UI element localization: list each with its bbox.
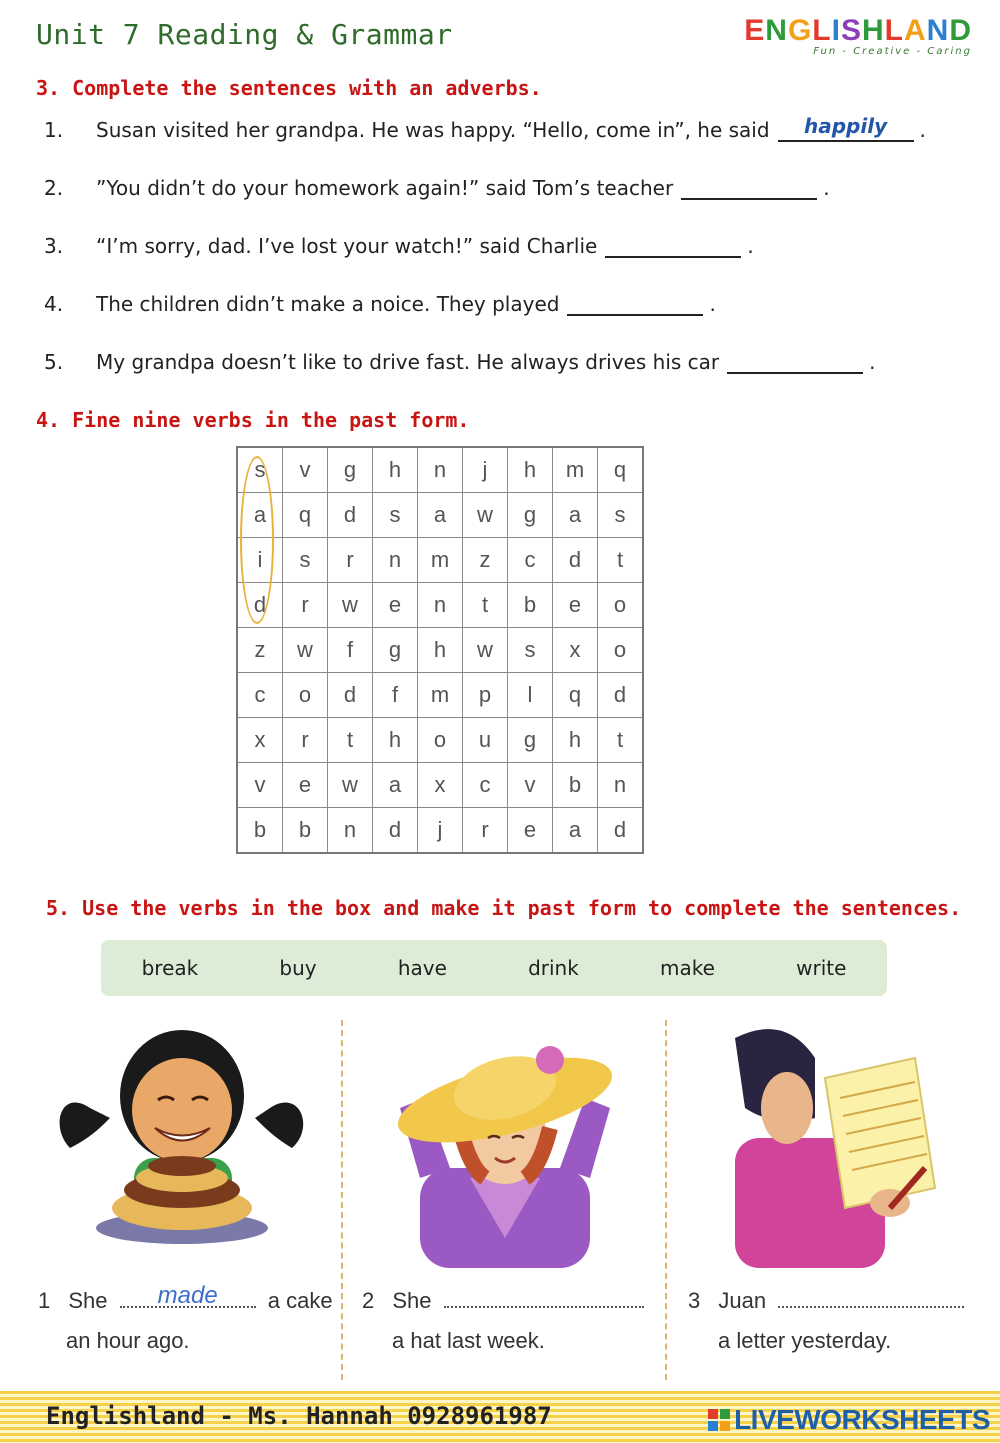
- grid-cell[interactable]: h: [553, 718, 598, 763]
- logo-letter: G: [787, 14, 813, 47]
- grid-cell[interactable]: n: [373, 538, 418, 583]
- grid-cell[interactable]: j: [418, 808, 463, 854]
- grid-cell[interactable]: u: [463, 718, 508, 763]
- grid-cell[interactable]: z: [463, 538, 508, 583]
- logo-letter: S: [840, 14, 862, 47]
- panel-3-answer-blank[interactable]: [778, 1292, 964, 1308]
- grid-cell[interactable]: w: [463, 493, 508, 538]
- exercise-item: [44, 292, 716, 316]
- grid-cell[interactable]: x: [237, 718, 283, 763]
- grid-cell[interactable]: v: [237, 763, 283, 808]
- panel-3-caption: [688, 1288, 970, 1314]
- item-sentence: The children didn’t make a noice. They played: [96, 292, 560, 316]
- item-sentence: “I’m sorry, dad. I’ve lost your watch!” said Charlie: [96, 234, 598, 258]
- logo-letter: N: [765, 14, 788, 47]
- verb-option: break: [141, 956, 199, 980]
- footer-credit: Englishland - Ms. Hannah 0928961987: [46, 1402, 552, 1430]
- grid-cell[interactable]: s: [283, 538, 328, 583]
- panel-1-subject: She: [68, 1288, 108, 1313]
- grid-cell[interactable]: h: [508, 447, 553, 493]
- panel-2-subject: She: [392, 1288, 432, 1313]
- grid-cell[interactable]: d: [598, 808, 644, 854]
- grid-cell[interactable]: c: [463, 763, 508, 808]
- grid-cell[interactable]: d: [373, 808, 418, 854]
- logo-letter: N: [926, 14, 950, 47]
- grid-cell[interactable]: v: [283, 447, 328, 493]
- grid-cell[interactable]: g: [373, 628, 418, 673]
- grid-cell[interactable]: q: [553, 673, 598, 718]
- grid-cell[interactable]: r: [283, 718, 328, 763]
- grid-row: [237, 583, 643, 628]
- grid-cell[interactable]: w: [283, 628, 328, 673]
- verb-option: have: [397, 956, 447, 980]
- item-number: 4.: [44, 292, 64, 316]
- answer-blank[interactable]: [778, 114, 914, 142]
- grid-cell[interactable]: n: [598, 763, 644, 808]
- grid-cell[interactable]: t: [328, 718, 373, 763]
- panel-1-answer-blank[interactable]: [120, 1282, 256, 1309]
- grid-cell[interactable]: h: [373, 718, 418, 763]
- grid-cell[interactable]: a: [418, 493, 463, 538]
- grid-cell[interactable]: n: [418, 583, 463, 628]
- grid-cell[interactable]: b: [283, 808, 328, 854]
- item-sentence: Susan visited her grandpa. He was happy. “Hello, come in”, he said: [96, 118, 770, 142]
- panel-1-answer: made: [157, 1282, 218, 1309]
- grid-cell[interactable]: q: [283, 493, 328, 538]
- liveworksheets-label: LIVEWORKSHEETS: [734, 1404, 990, 1435]
- logo-letter: L: [812, 14, 832, 47]
- grid-cell[interactable]: w: [328, 763, 373, 808]
- grid-cell[interactable]: o: [283, 673, 328, 718]
- grid-cell[interactable]: f: [328, 628, 373, 673]
- logo-letter: A: [903, 14, 927, 47]
- grid-cell[interactable]: d: [328, 673, 373, 718]
- grid-cell[interactable]: m: [553, 447, 598, 493]
- grid-cell[interactable]: r: [463, 808, 508, 854]
- grid-cell[interactable]: v: [508, 763, 553, 808]
- grid-cell[interactable]: w: [328, 583, 373, 628]
- grid-cell[interactable]: e: [373, 583, 418, 628]
- verb-option: drink: [528, 956, 579, 980]
- item-end: .: [709, 292, 716, 316]
- liveworksheets-icon: [708, 1409, 730, 1431]
- liveworksheets-brand[interactable]: [708, 1404, 990, 1436]
- englishland-logo: [744, 14, 972, 57]
- panel-1-line2: an hour ago.: [66, 1328, 190, 1353]
- grid-cell[interactable]: c: [508, 538, 553, 583]
- item-number: 1.: [44, 118, 64, 142]
- word-search-grid: [236, 446, 644, 854]
- logo-wordmark: [744, 14, 972, 48]
- panel-1-caption: [38, 1282, 333, 1314]
- grid-cell[interactable]: p: [463, 673, 508, 718]
- grid-row: [237, 763, 643, 808]
- grid-cell[interactable]: g: [508, 718, 553, 763]
- grid-cell[interactable]: h: [373, 447, 418, 493]
- item-number: 3.: [44, 234, 64, 258]
- grid-cell[interactable]: a: [237, 493, 283, 538]
- exercise-item: [44, 176, 830, 200]
- verb-option: write: [796, 956, 847, 980]
- grid-cell[interactable]: a: [553, 808, 598, 854]
- section-5-title: 5. Use the verbs in the box and make it past form to complete the sentences.: [46, 896, 962, 920]
- grid-cell[interactable]: x: [553, 628, 598, 673]
- panel-2-number: 2: [362, 1288, 375, 1313]
- item-end: .: [823, 176, 830, 200]
- girl-with-hat-illustration: [350, 1018, 660, 1268]
- grid-cell[interactable]: t: [598, 718, 644, 763]
- grid-cell[interactable]: f: [373, 673, 418, 718]
- found-word-highlight: [240, 456, 274, 624]
- grid-cell[interactable]: e: [508, 808, 553, 854]
- exercise-item: [44, 350, 876, 374]
- item-end: .: [747, 234, 754, 258]
- answer-blank[interactable]: [567, 292, 703, 316]
- grid-cell[interactable]: b: [553, 763, 598, 808]
- page-title: Unit 7 Reading & Grammar: [36, 18, 453, 51]
- grid-row: [237, 447, 643, 493]
- item-number: 5.: [44, 350, 64, 374]
- grid-cell[interactable]: o: [598, 628, 644, 673]
- grid-cell[interactable]: c: [237, 673, 283, 718]
- grid-cell[interactable]: r: [283, 583, 328, 628]
- grid-cell[interactable]: b: [237, 808, 283, 854]
- exercise-item: [44, 114, 926, 142]
- verb-box: [101, 940, 887, 996]
- panel-1-number: 1: [38, 1288, 51, 1313]
- grid-cell[interactable]: n: [418, 447, 463, 493]
- grid-row: [237, 628, 643, 673]
- grid-cell[interactable]: i: [237, 538, 283, 583]
- verb-option: buy: [279, 956, 317, 980]
- panel-divider: [665, 1020, 667, 1380]
- panel-divider: [341, 1020, 343, 1380]
- grid-cell[interactable]: g: [328, 447, 373, 493]
- grid-cell[interactable]: s: [237, 447, 283, 493]
- grid-cell[interactable]: g: [508, 493, 553, 538]
- item-number: 2.: [44, 176, 64, 200]
- grid-cell[interactable]: d: [328, 493, 373, 538]
- boy-with-letter-illustration: [675, 1018, 975, 1268]
- grid-cell[interactable]: m: [418, 538, 463, 583]
- exercise-item: [44, 234, 754, 258]
- grid-cell[interactable]: o: [598, 583, 644, 628]
- grid-cell[interactable]: d: [237, 583, 283, 628]
- grid-cell[interactable]: s: [598, 493, 644, 538]
- grid-cell[interactable]: d: [598, 673, 644, 718]
- grid-cell[interactable]: q: [598, 447, 644, 493]
- grid-cell[interactable]: h: [418, 628, 463, 673]
- section-3-title: 3. Complete the sentences with an adverbs.: [36, 76, 542, 100]
- grid-cell[interactable]: n: [328, 808, 373, 854]
- answer-blank[interactable]: [605, 234, 741, 258]
- logo-letter: H: [861, 14, 885, 47]
- logo-tagline: Fun - Creative - Caring: [813, 46, 972, 57]
- answer-blank[interactable]: [681, 176, 817, 200]
- grid-row: [237, 493, 643, 538]
- grid-cell[interactable]: a: [373, 763, 418, 808]
- grid-cell[interactable]: r: [328, 538, 373, 583]
- item-sentence: ”You didn’t do your homework again!” said Tom’s teacher: [96, 176, 674, 200]
- panel-1-rest: a cake: [267, 1288, 333, 1313]
- grid-cell[interactable]: s: [508, 628, 553, 673]
- panel-2-caption: [362, 1288, 650, 1314]
- grid-row: [237, 808, 643, 854]
- grid-cell[interactable]: s: [373, 493, 418, 538]
- grid-cell[interactable]: d: [553, 538, 598, 583]
- grid-cell[interactable]: o: [418, 718, 463, 763]
- section-4-title: 4. Fine nine verbs in the past form.: [36, 408, 470, 432]
- grid-row: [237, 718, 643, 763]
- answer-text: happily: [803, 114, 888, 138]
- grid-cell[interactable]: m: [418, 673, 463, 718]
- grid-cell[interactable]: t: [598, 538, 644, 583]
- grid-row: [237, 538, 643, 583]
- grid-cell[interactable]: j: [463, 447, 508, 493]
- logo-letter: D: [949, 14, 972, 47]
- grid-row: [237, 673, 643, 718]
- girl-with-cake-illustration: [30, 1018, 340, 1268]
- verb-option: make: [660, 956, 715, 980]
- logo-letter: I: [831, 14, 841, 47]
- panel-3-number: 3: [688, 1288, 701, 1313]
- panel-2-line2: a hat last week.: [392, 1328, 545, 1353]
- logo-letter: L: [884, 14, 904, 47]
- grid-cell[interactable]: l: [508, 673, 553, 718]
- grid-cell[interactable]: x: [418, 763, 463, 808]
- grid-cell[interactable]: w: [463, 628, 508, 673]
- item-end: .: [869, 350, 876, 374]
- panel-3-line2: a letter yesterday.: [718, 1328, 892, 1353]
- panel-2-answer-blank[interactable]: [444, 1292, 644, 1308]
- grid-cell[interactable]: b: [508, 583, 553, 628]
- grid-cell[interactable]: a: [553, 493, 598, 538]
- logo-letter: E: [744, 14, 766, 47]
- grid-cell[interactable]: e: [553, 583, 598, 628]
- grid-cell[interactable]: z: [237, 628, 283, 673]
- panel-3-subject: Juan: [718, 1288, 767, 1313]
- answer-blank[interactable]: [727, 350, 863, 374]
- item-end: .: [919, 118, 926, 142]
- grid-cell[interactable]: e: [283, 763, 328, 808]
- grid-cell[interactable]: t: [463, 583, 508, 628]
- item-sentence: My grandpa doesn’t like to drive fast. He always drives his car: [96, 350, 720, 374]
